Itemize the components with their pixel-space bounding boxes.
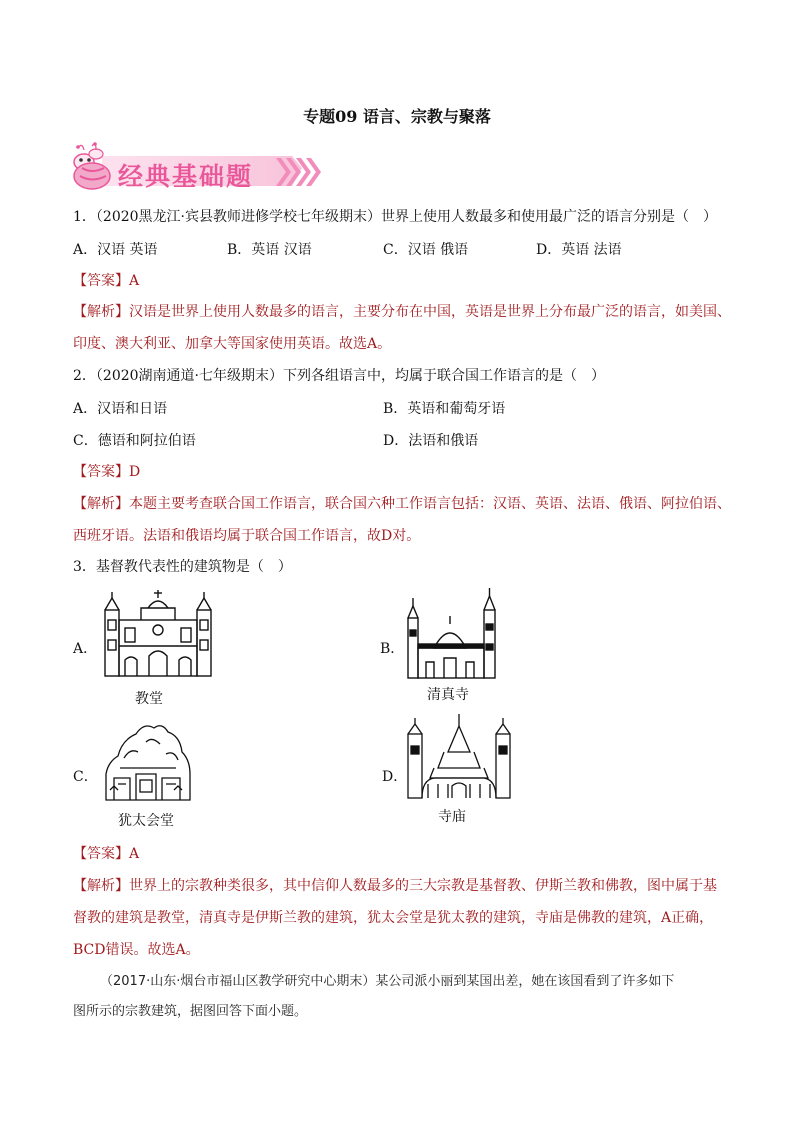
answer-value: A: [129, 846, 140, 862]
answer-label: 【答案】: [73, 464, 129, 480]
q3-analysis-line-2: 督教的建筑是教堂，清真寺是伊斯兰教的建筑，犹太会堂是犹太教的建筑，寺庙是佛教的建筑，A正确，: [73, 910, 714, 926]
q1-option-c: C．汉语 俄语: [383, 242, 469, 258]
answer-label: 【答案】: [73, 846, 129, 862]
q3-option-a-letter: A．: [73, 641, 98, 657]
q3-option-d-caption: 寺庙: [438, 809, 466, 825]
q3-option-c-letter: C．: [73, 769, 98, 785]
q3-option-c-caption: 犹太会堂: [118, 813, 174, 829]
banner-title: 经典基础题: [118, 162, 254, 191]
analysis-label: 【解析】: [73, 878, 129, 894]
q3-answer: [73, 844, 139, 864]
analysis-text: 汉语是世界上使用人数最多的语言，主要分布在中国，英语是世界上分布最广泛的语言，如美国、: [129, 304, 731, 320]
synagogue-icon: [100, 718, 194, 802]
analysis-text: 世界上的宗教种类很多，其中信仰人数最多的三大宗教是基督教、伊斯兰教和佛教，图中属于基: [129, 878, 717, 894]
q3-option-b-letter: B．: [380, 641, 405, 657]
q3-analysis-line-1: [73, 876, 717, 896]
analysis-label: 【解析】: [73, 496, 129, 512]
page-title: 专题09 语言、宗教与聚落: [303, 107, 491, 126]
analysis-label: 【解析】: [73, 304, 129, 320]
q1-option-a: A．汉语 英语: [73, 242, 158, 258]
q2-answer: [73, 462, 140, 482]
q2-option-b: B．英语和葡萄牙语: [383, 401, 506, 417]
answer-label: 【答案】: [73, 273, 129, 289]
q3-option-a-caption: 教堂: [135, 691, 163, 707]
q1-analysis-line-1: [73, 302, 731, 322]
q1-option-b: B．英语 汉语: [227, 242, 312, 258]
q1-option-d: D．英语 法语: [536, 242, 622, 258]
section-banner: [62, 138, 324, 196]
q3-analysis-line-3: BCD错误。故选A。: [73, 942, 200, 958]
q1-stem: 1．（2020黑龙江·宾县教师进修学校七年级期末）世界上使用人数最多和使用最广泛的语言分别是（ ）: [73, 209, 717, 225]
church-icon: [103, 590, 213, 678]
q2-analysis-line-2: 西班牙语。法语和俄语均属于联合国工作语言，故D对。: [73, 528, 421, 544]
q2-option-d: D．法语和俄语: [383, 433, 479, 449]
q2-option-a: A．汉语和日语: [73, 401, 168, 417]
mosque-icon: [404, 588, 502, 680]
group-intro-line-1: （2017·山东·烟台市福山区教学研究中心期末）某公司派小丽到某国出差，她在该国看到了许多如下: [100, 974, 675, 989]
analysis-text: 本题主要考查联合国工作语言，联合国六种工作语言包括：汉语、英语、法语、俄语、阿拉伯语、: [129, 496, 731, 512]
q3-option-d-letter: D．: [382, 769, 408, 785]
q3-option-b-caption: 清真寺: [427, 687, 469, 703]
q3-stem: 3．基督教代表性的建筑物是（ ）: [73, 559, 292, 575]
group-intro-line-2: 图所示的宗教建筑，据图回答下面小题。: [73, 1004, 308, 1019]
q1-analysis-line-2: 印度、澳大利亚、加拿大等国家使用英语。故选A。: [73, 336, 392, 352]
q2-stem: 2．（2020湖南通道·七年级期末）下列各组语言中，均属于联合国工作语言的是（ ）: [73, 368, 605, 384]
q1-answer: [73, 271, 139, 291]
answer-value: A: [129, 273, 140, 289]
answer-value: D: [129, 464, 141, 480]
q2-analysis-line-1: [73, 494, 731, 514]
q2-option-c: C．德语和阿拉伯语: [73, 433, 196, 449]
temple-icon: [404, 712, 514, 800]
